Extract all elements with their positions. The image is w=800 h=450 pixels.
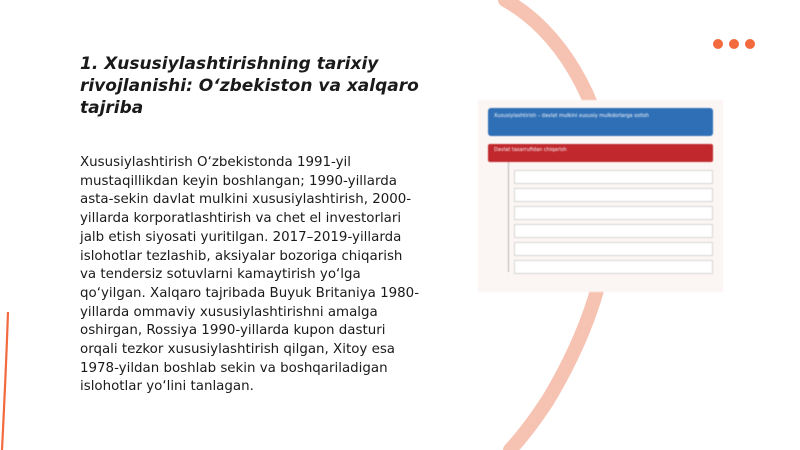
- accent-dot: [745, 39, 755, 49]
- accent-dot: [713, 39, 723, 49]
- diagram-blue-box: Xususiylashtirish – davlat mulkini xususiy mulkdorlarga sotish: [488, 108, 713, 136]
- diagram-row: [514, 206, 713, 220]
- diagram-row: [514, 224, 713, 238]
- diagram-row: [514, 188, 713, 202]
- diagram-row: [514, 242, 713, 256]
- diagram-row: [514, 260, 713, 274]
- accent-dot: [729, 39, 739, 49]
- diagram-row: [514, 170, 713, 184]
- slide-title: 1. Xususiylashtirishning tarixiy rivojlanishi: O‘zbekiston va xalqaro tajriba: [80, 54, 419, 118]
- accent-dots: [713, 39, 755, 49]
- slide-body-text: Xususiylashtirish O‘zbekistonda 1991-yil mustaqillikdan keyin boshlangan; 1990-yillarda asta-sekin davlat mulkini xususiylashtirish, 2000-yillarda korporatlashtirish va chet el investorlari jalb etish siyosati yuritilgan. 2017–2019-yillarda islohotlar tezlashib, aksiyalar bozoriga chiqarish va tendersiz sotuvlarni kamaytirish yo‘lga qo‘yilgan. Xalqaro tajribada Buyuk Britaniya 1980-yillarda ommaviy xususiylashtirishni amalga oshirgan, Rossiya 1990-yillarda kupon dasturi orqali tezkor xususiylashtirish qilgan, Xitoy esa 1978-yildan boshlab sekin va boshqariladigan islohotlar yo‘lini tanlagan.: [80, 155, 420, 395]
- diagram-connector: [508, 162, 509, 272]
- diagram-image: [478, 100, 723, 292]
- diagram-red-box: Davlat tasarrufidan chiqarish: [488, 144, 713, 162]
